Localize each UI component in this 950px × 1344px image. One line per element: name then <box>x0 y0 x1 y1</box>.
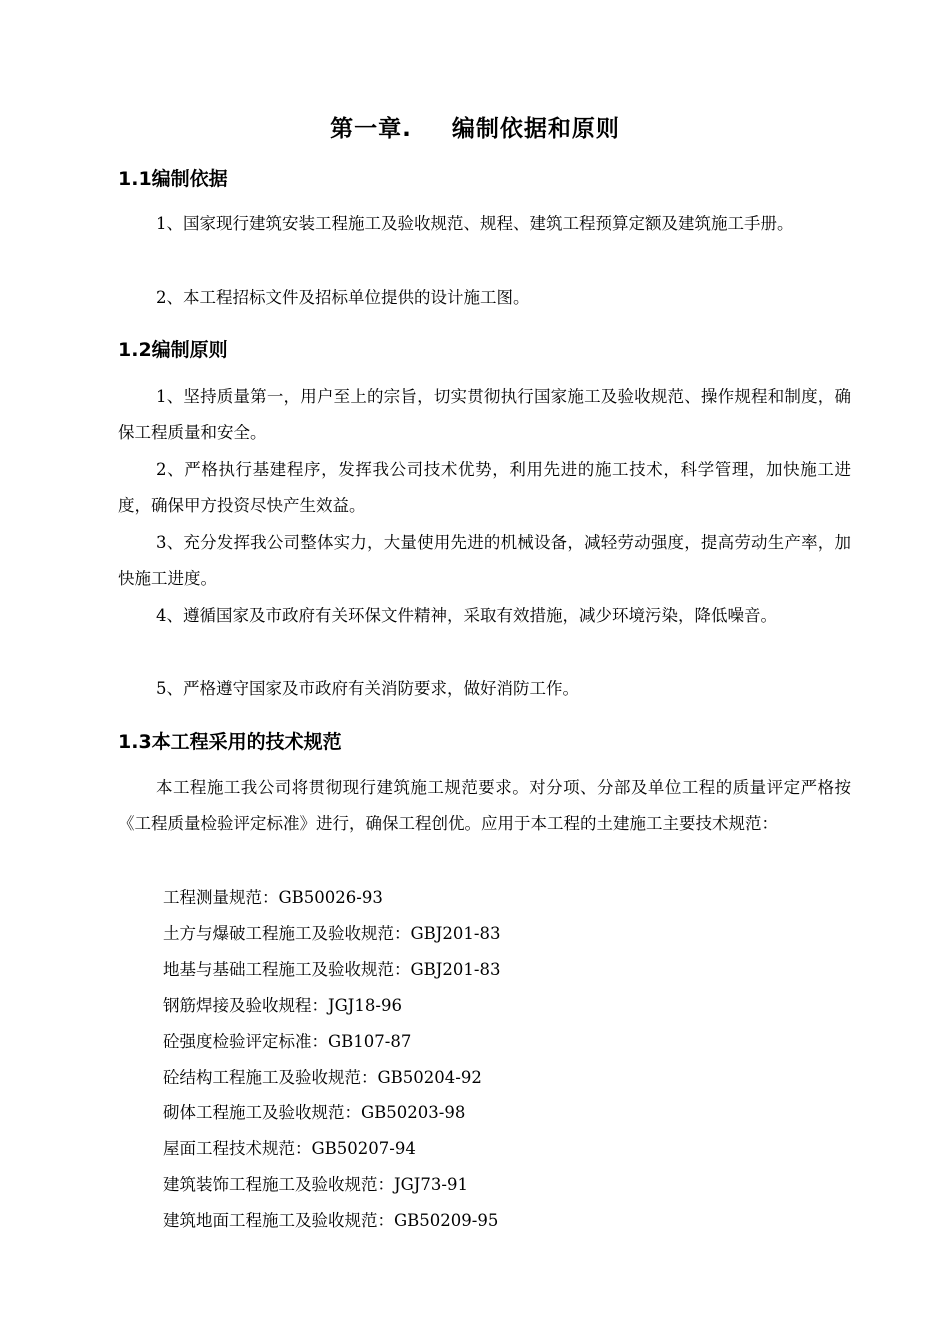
paragraph: 2、严格执行基建程序，发挥我公司技术优势，利用先进的施工技术，科学管理，加快施工进度，确保甲方投资尽快产生效益。 <box>118 460 851 515</box>
paragraph: 5、严格遵守国家及市政府有关消防要求，做好消防工作。 <box>156 679 579 698</box>
standard-item: 砼强度检验评定标准：GB107-87 <box>163 1032 412 1051</box>
section-heading: 1.2编制原则 <box>118 339 228 361</box>
standard-item: 钢筋焊接及验收规程：JGJ18-96 <box>163 996 402 1015</box>
standard-item: 建筑装饰工程施工及验收规范：JGJ73-91 <box>163 1175 468 1194</box>
chapter-number: 第一章. <box>330 116 412 142</box>
standard-item: 砼结构工程施工及验收规范：GB50204-92 <box>163 1068 482 1087</box>
paragraph: 2、本工程招标文件及招标单位提供的设计施工图。 <box>156 288 530 307</box>
standard-item: 工程测量规范：GB50026-93 <box>163 888 383 907</box>
paragraph: 4、遵循国家及市政府有关环保文件精神，采取有效措施，减少环境污染，降低噪音。 <box>156 606 777 625</box>
standard-item: 土方与爆破工程施工及验收规范：GBJ201-83 <box>163 924 501 943</box>
paragraph: 1、坚持质量第一，用户至上的宗旨，切实贯彻执行国家施工及验收规范、操作规程和制度，确保工程质量和安全。 <box>118 387 851 442</box>
chapter-name: 编制依据和原则 <box>451 116 620 142</box>
standard-item: 砌体工程施工及验收规范：GB50203-98 <box>163 1103 466 1122</box>
chapter-title <box>0 110 950 143</box>
section-heading: 1.3本工程采用的技术规范 <box>118 731 342 753</box>
standard-item: 地基与基础工程施工及验收规范：GBJ201-83 <box>163 960 501 979</box>
paragraph: 1、国家现行建筑安装工程施工及验收规范、规程、建筑工程预算定额及建筑施工手册。 <box>156 214 794 233</box>
paragraph: 3、充分发挥我公司整体实力，大量使用先进的机械设备，减轻劳动强度，提高劳动生产率，加快施工进度。 <box>118 533 851 588</box>
section-heading: 1.1编制依据 <box>118 168 228 190</box>
standard-item: 建筑地面工程施工及验收规范：GB50209-95 <box>163 1211 499 1230</box>
standard-item: 屋面工程技术规范：GB50207-94 <box>163 1139 416 1158</box>
paragraph: 本工程施工我公司将贯彻现行建筑施工规范要求。对分项、分部及单位工程的质量评定严格按《工程质量检验评定标准》进行，确保工程创优。应用于本工程的土建施工主要技术规范： <box>118 778 851 833</box>
